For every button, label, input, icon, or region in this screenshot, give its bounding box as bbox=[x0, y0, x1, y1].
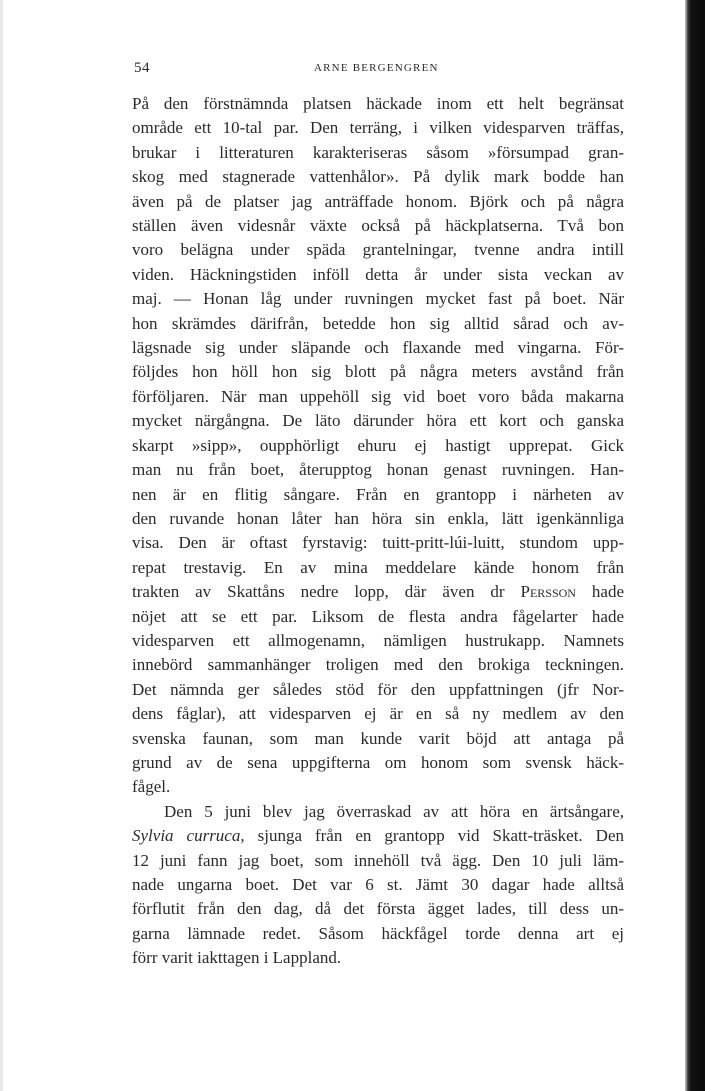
text-line: På den förstnämnda platsen häckade inom ett helt begränsat bbox=[132, 94, 624, 113]
text-line: Den 5 juni blev jag överraskad av att höra en ärtsångare, bbox=[164, 801, 624, 821]
text-line: man nu från boet, återupptog honan genast ruvningen. Han- bbox=[132, 460, 624, 480]
text-line: Sylvia curruca, sjunga från en grantopp vid Skatt-träsket. Den bbox=[132, 826, 624, 846]
text-line: skog med stagnerade vattenhålor». På dylik mark bodde han bbox=[132, 167, 624, 187]
text-line: även på de platser jag anträffade honom. Björk och på några bbox=[132, 191, 624, 211]
text-line: ställen även videsnår växte också på häckplatserna. Två bon bbox=[132, 216, 624, 236]
text-line: hon skrämdes därifrån, betedde hon sig alltid sårad och av- bbox=[132, 313, 624, 333]
text-line: brukar i litteraturen karakteriseras såsom »försumpad gran- bbox=[132, 142, 624, 162]
text-line: nöjet att se ett par. Liksom de flesta andra fågelarter hade bbox=[132, 606, 624, 626]
text-line: område ett 10-tal par. Den terräng, i vilken videsparven träffas, bbox=[132, 118, 624, 138]
text-line: nade ungarna boet. Det var 6 st. Jämt 30 dagar hade alltså bbox=[132, 875, 624, 894]
text-line: visa. Den är oftast fyrstavig: tuitt-pritt-lúi-luitt, stundom upp- bbox=[132, 533, 624, 553]
body-text bbox=[132, 92, 624, 971]
scan-border-right bbox=[685, 0, 705, 1091]
text-line: grund av de sena uppgifterna om honom som svensk häck- bbox=[132, 752, 624, 772]
text-line: maj. — Honan låg under ruvningen mycket fast på boet. När bbox=[132, 289, 624, 309]
running-head: ARNE BERGENGREN bbox=[314, 62, 439, 74]
text-line: förflutit från den dag, då det första ägget lades, till dess un- bbox=[132, 899, 624, 919]
text-line: garna lämnade redet. Såsom häckfågel torde denna art ej bbox=[132, 923, 624, 943]
text-line: Det nämnda ger således stöd för den uppfattningen (jfr Nor- bbox=[132, 679, 624, 699]
text-line: förr varit iakttagen i Lappland. bbox=[132, 948, 342, 968]
text-line: repat trestavig. En av mina meddelare kände honom från bbox=[132, 557, 624, 577]
text-line: dens fåglar), att videsparven ej är en så ny medlem av den bbox=[132, 704, 624, 724]
scan-border-left bbox=[0, 0, 3, 1091]
text-line: mycket närgångna. De läto därunder höra ett kort och ganska bbox=[132, 411, 624, 431]
text-line: nen är en flitig sångare. Från en grantopp i närheten av bbox=[132, 484, 624, 504]
text-line: innebörd sammanhänger troligen med den brokiga teckningen. bbox=[132, 655, 624, 675]
text-line: fågel. bbox=[132, 777, 171, 797]
text-line: svenska faunan, som man kunde varit böjd att antaga på bbox=[132, 728, 624, 748]
text-line: videsparven ett allmogenamn, nämligen hustrukapp. Namnets bbox=[132, 630, 624, 650]
text-line: följdes hon höll hon sig blott på några meters avstånd från bbox=[132, 362, 624, 382]
page-header bbox=[134, 60, 624, 82]
text-line: trakten av Skattåns nedre lopp, där även dr Persson hade bbox=[132, 582, 624, 602]
text-line: viden. Häckningstiden inföll detta år under sista veckan av bbox=[132, 264, 624, 284]
text-line: lägsnade sig under släpande och flaxande med vingarna. För- bbox=[132, 338, 624, 358]
text-line: förföljaren. När man uppehöll sig vid boet voro båda makarna bbox=[132, 386, 624, 406]
text-line: skarpt »sipp», oupphörligt ehuru ej hastigt upprepat. Gick bbox=[132, 435, 624, 455]
text-line: 12 juni fann jag boet, som innehöll två ägg. Den 10 juli läm- bbox=[132, 850, 624, 870]
text-line: voro belägna under späda grantelningar, tvenne andra intill bbox=[132, 240, 624, 260]
page-number: 54 bbox=[134, 60, 150, 76]
text-line: den ruvande honan låter han höra sin enkla, lätt igenkännliga bbox=[132, 508, 624, 528]
